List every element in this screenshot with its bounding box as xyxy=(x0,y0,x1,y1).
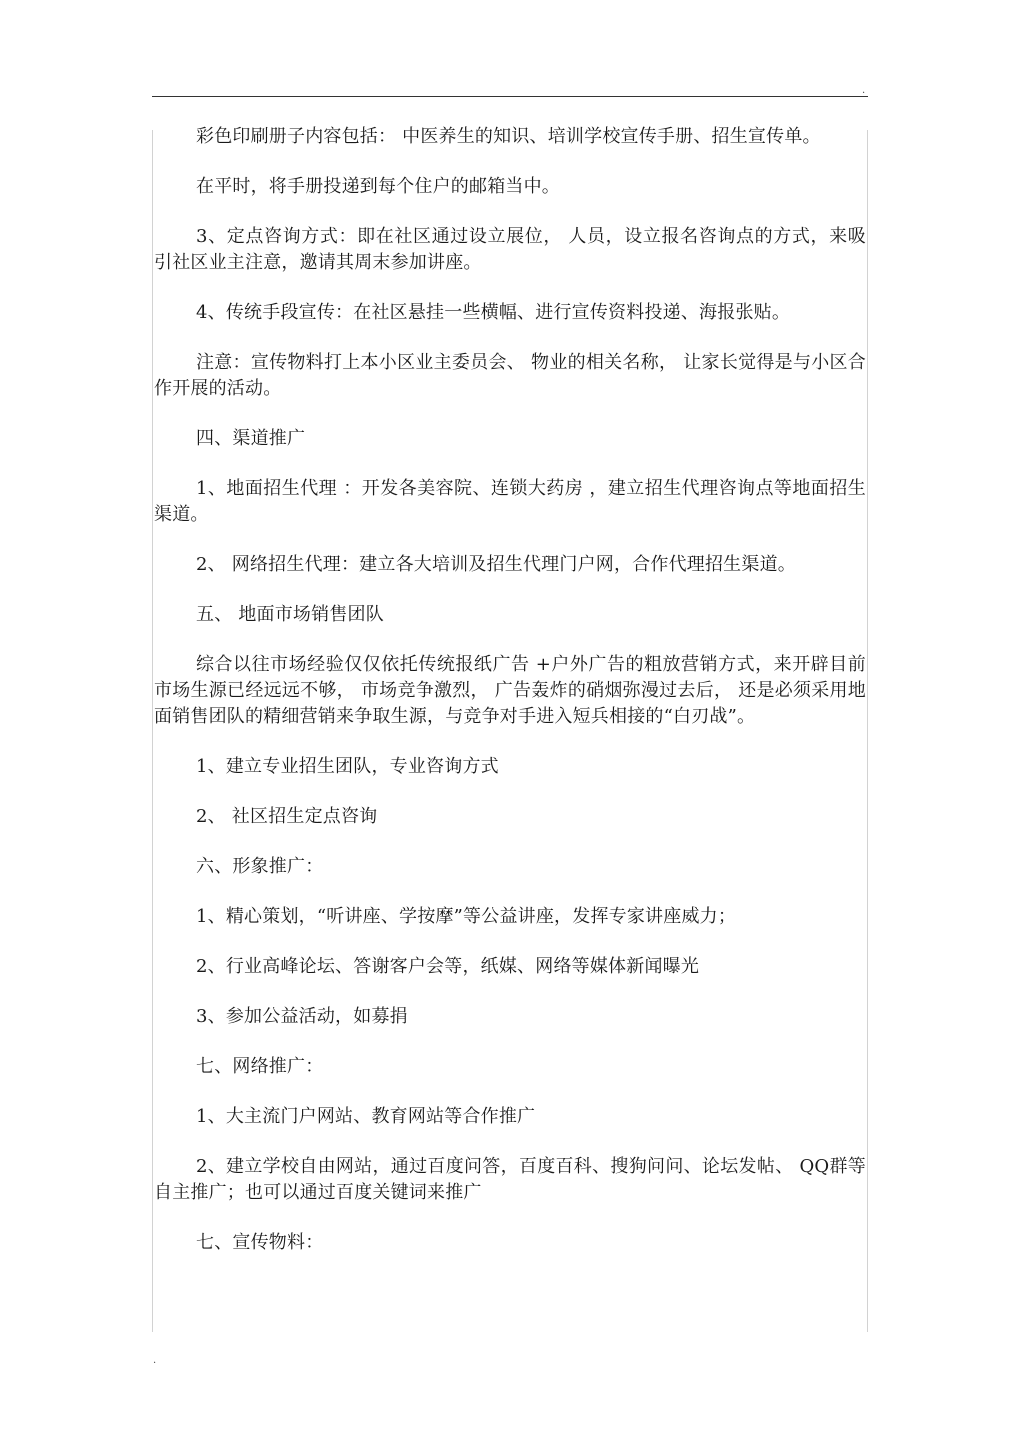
paragraph-community-consultation: 2、 社区招生定点咨询 xyxy=(196,806,378,827)
paragraph-ground-agent: 1、地面招生代理 ：开发各美容院、连锁大药房 ，建立招生代理咨询点等地面招生渠道。 xyxy=(154,478,866,525)
paragraph-industry-forum: 2、行业高峰论坛、答谢客户会等，纸媒、网络等媒体新闻曝光 xyxy=(196,956,700,977)
page-dot-top: . xyxy=(862,85,866,96)
heading-network-promotion: 七、网络推广： xyxy=(196,1056,324,1077)
page-frame-right xyxy=(867,130,868,1332)
paragraph-market-experience: 综合以往市场经验仅仅依托传统报纸广告 +户外广告的粗放营销方式，来开辟目前市场生源已经远远不够， 市场竞争激烈， 广告轰炸的硝烟弥漫过去后， 还是必须采用地面销售团队的精细营销来争取生源，与竞争对手进入短兵相接的“白刃战”。 xyxy=(154,654,866,727)
heading-ground-sales-team: 五、 地面市场销售团队 xyxy=(196,604,384,625)
paragraph-note: 注意：宣传物料打上本小区业主委员会、 物业的相关名称， 让家长觉得是与小区合作开展的活动。 xyxy=(154,352,866,399)
paragraph-public-welfare: 3、参加公益活动，如募捐 xyxy=(196,1006,408,1027)
page-dot-bottom: . xyxy=(153,1355,157,1366)
document-body xyxy=(154,124,866,1256)
heading-promotional-materials: 七、宣传物料： xyxy=(196,1232,324,1253)
paragraph-traditional-promotion: 4、传统手段宣传：在社区悬挂一些横幅、进行宣传资料投递、海报张贴。 xyxy=(196,302,791,323)
heading-image-promotion: 六、形象推广： xyxy=(196,856,324,877)
paragraph-booklet-content: 彩色印刷册子内容包括： 中医养生的知识、培训学校宣传手册、招生宣传单。 xyxy=(196,126,821,147)
paragraph-school-website: 2、建立学校自由网站，通过百度问答，百度百科、搜狗问问、论坛发帖、 QQ群等自主推广；也可以通过百度关键词来推广 xyxy=(154,1156,866,1203)
paragraph-mailbox-delivery: 在平时，将手册投递到每个住户的邮箱当中。 xyxy=(196,176,560,197)
paragraph-fixed-consultation: 3、定点咨询方式：即在社区通过设立展位， 人员，设立报名咨询点的方式，来吸引社区业主注意，邀请其周末参加讲座。 xyxy=(154,226,866,273)
heading-channel-promotion: 四、渠道推广 xyxy=(196,428,306,449)
header-rule xyxy=(152,96,868,97)
paragraph-professional-team: 1、建立专业招生团队，专业咨询方式 xyxy=(196,756,499,777)
paragraph-lectures: 1、精心策划，“听讲座、学按摩”等公益讲座，发挥专家讲座威力； xyxy=(196,906,737,927)
page-frame-left xyxy=(152,130,153,1332)
paragraph-portal-cooperation: 1、大主流门户网站、教育网站等合作推广 xyxy=(196,1106,536,1127)
paragraph-online-agent: 2、 网络招生代理：建立各大培训及招生代理门户网，合作代理招生渠道。 xyxy=(196,554,796,575)
